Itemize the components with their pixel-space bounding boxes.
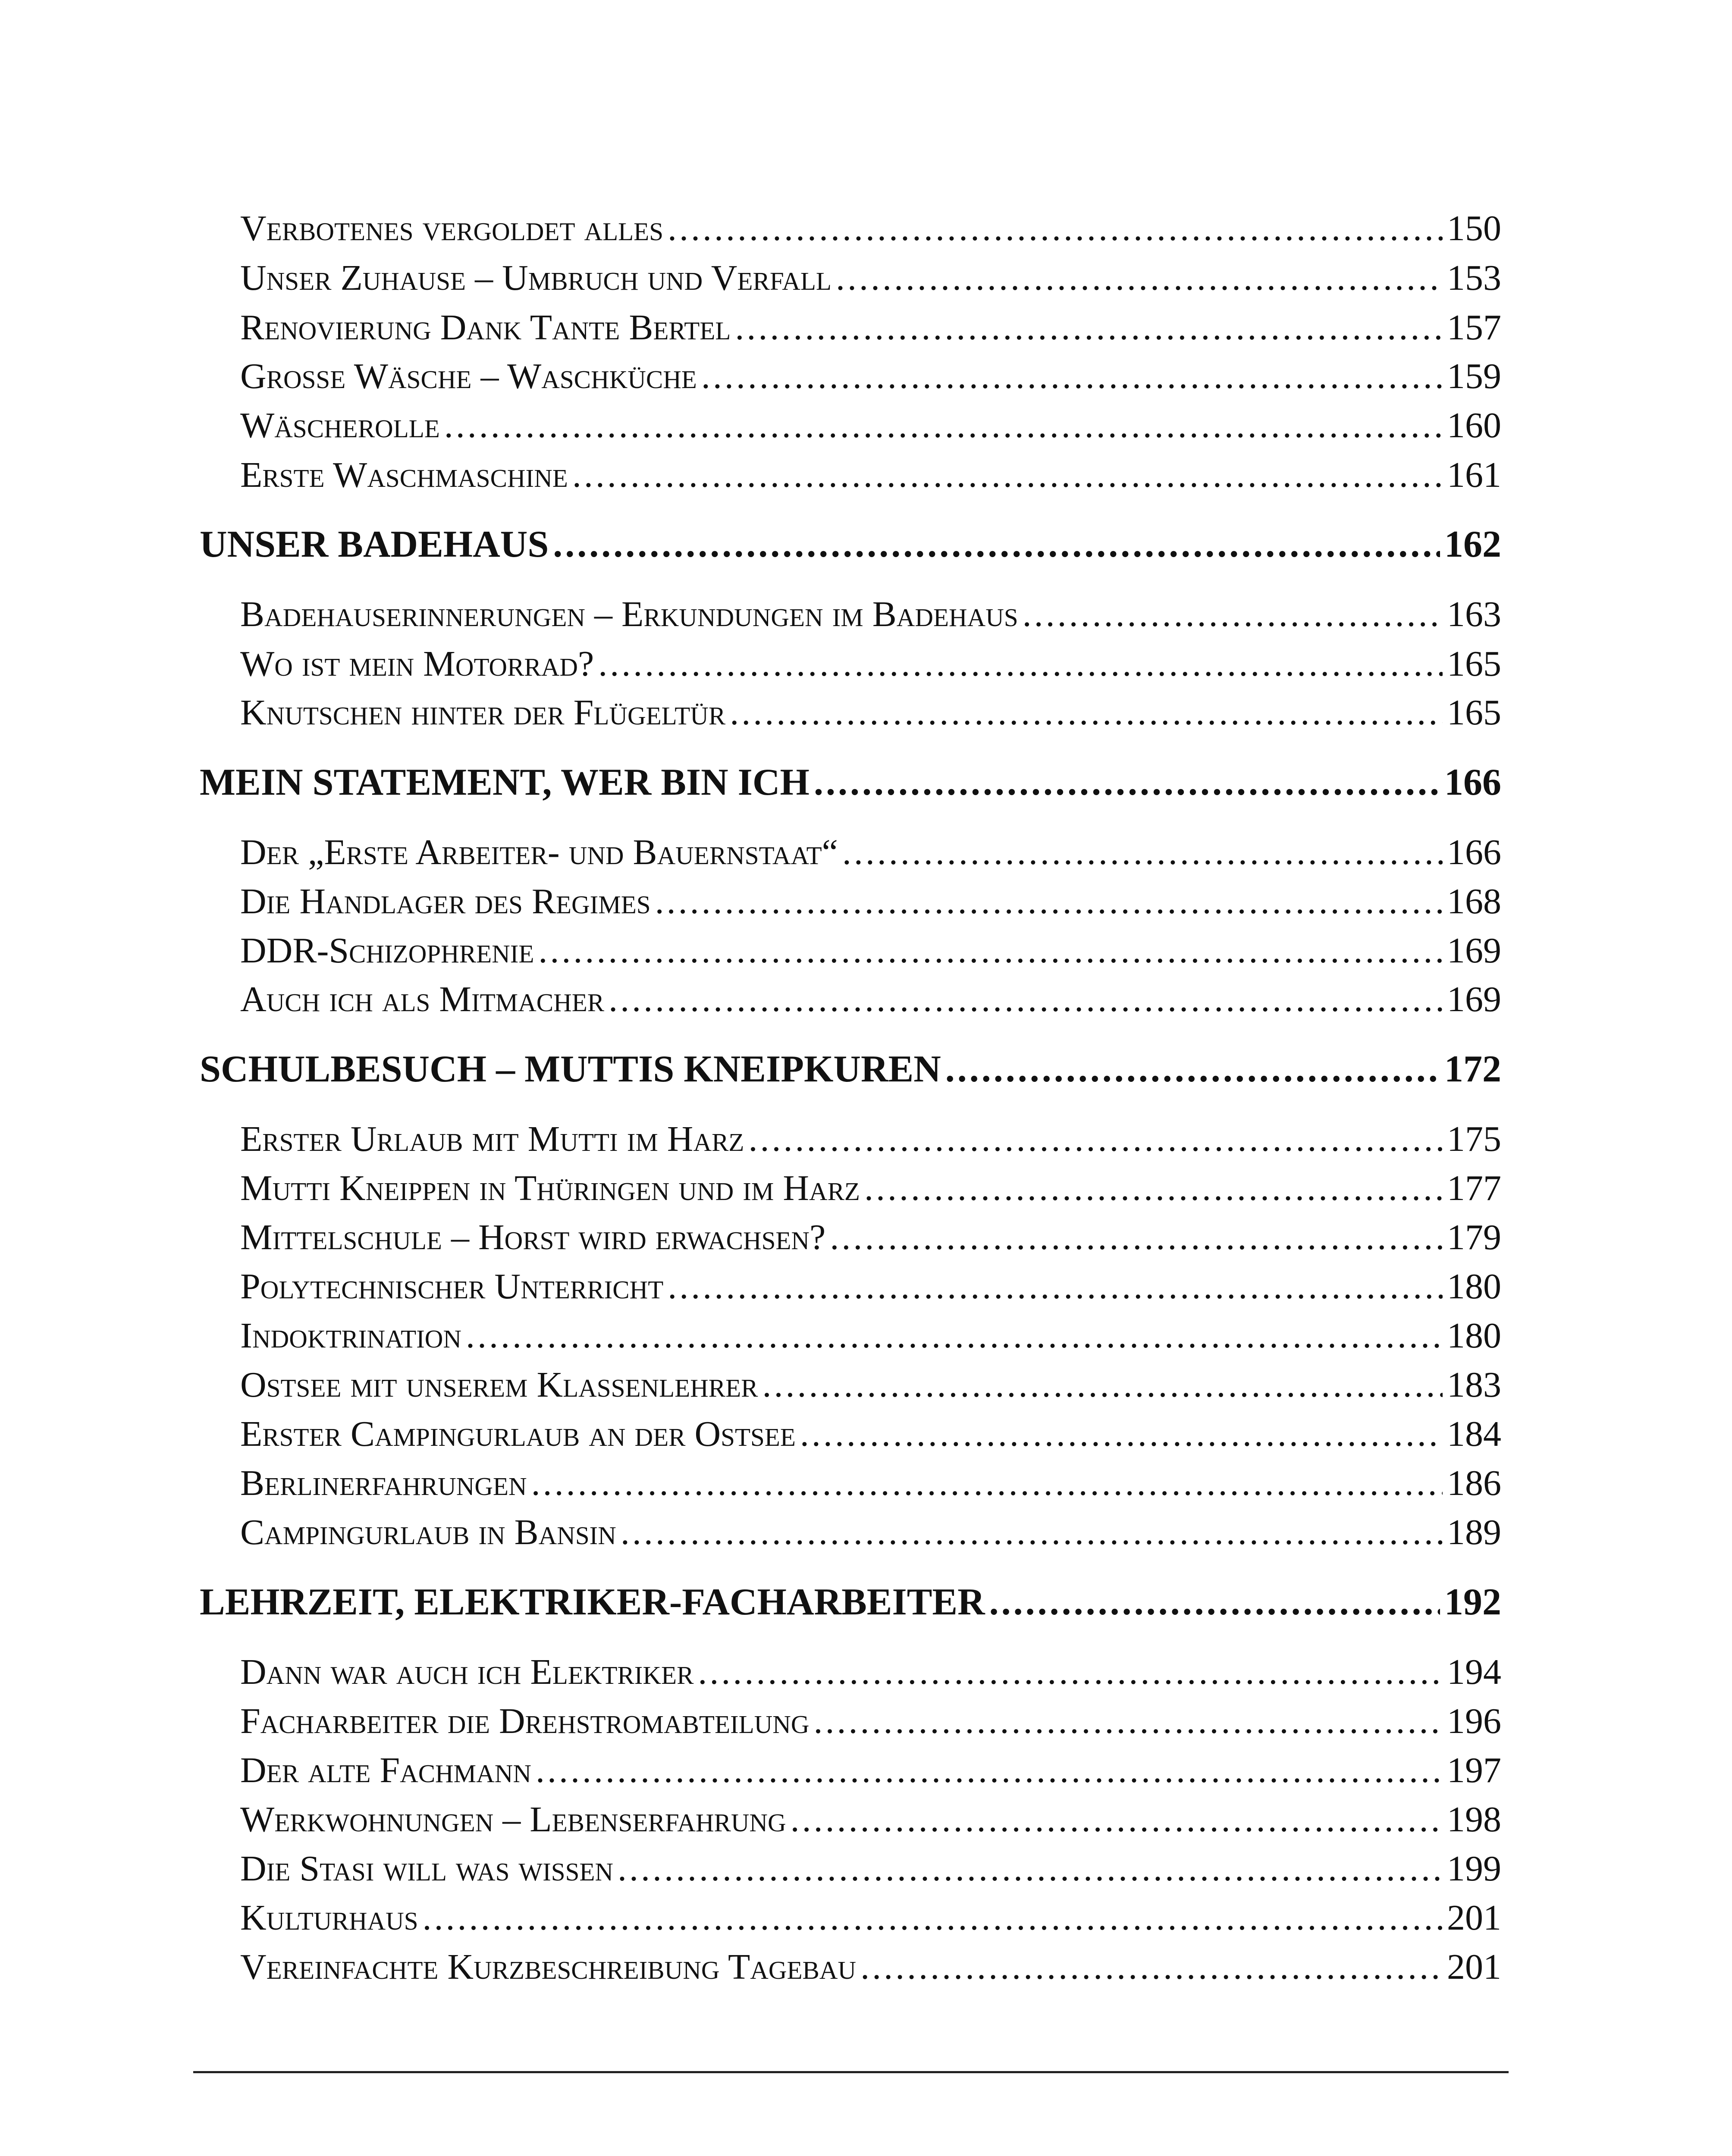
- dot-leader: [668, 205, 1443, 252]
- toc-entry: [240, 927, 1501, 975]
- toc-entry-title: Unser Zuhause – Umbruch und Verfall: [240, 258, 831, 298]
- toc-entry: [240, 976, 1501, 1023]
- toc-entry-page: 175: [1447, 1119, 1501, 1159]
- toc-entry-title: DDR-Schizophrenie: [240, 931, 534, 971]
- toc-entry-page: 159: [1447, 356, 1501, 396]
- toc-entry-page: 194: [1447, 1652, 1501, 1692]
- toc-entry-page: 198: [1447, 1799, 1501, 1839]
- dot-leader: [609, 976, 1443, 1023]
- toc-chapter: [200, 758, 1501, 807]
- toc-entry-title: Renovierung Dank Tante Bertel: [240, 307, 731, 348]
- toc-entry-title: Werkwohnungen – Lebenserfahrung: [240, 1799, 786, 1839]
- dot-leader: [598, 640, 1443, 688]
- dot-leader: [791, 1796, 1443, 1843]
- toc-entry-title: Verbotenes vergoldet alles: [240, 208, 664, 248]
- dot-leader: [572, 451, 1443, 499]
- toc-entry: [240, 205, 1501, 252]
- toc-entry-page: 169: [1447, 931, 1501, 971]
- toc-entry-title: Die Handlager des Regimes: [240, 881, 651, 921]
- toc-entry-title: Mittelschule – Horst wird erwachsen?: [240, 1217, 826, 1257]
- toc-entry: [240, 1894, 1501, 1942]
- dot-leader: [538, 927, 1443, 975]
- toc-entry-page: 160: [1447, 405, 1501, 445]
- toc-entry-page: 161: [1447, 455, 1501, 495]
- toc-entry-title: Wo ist mein Motorrad?: [240, 644, 594, 684]
- toc-entry-page: 179: [1447, 1217, 1501, 1257]
- toc-entry-title: Erster Campingurlaub an der Ostsee: [240, 1414, 796, 1454]
- dot-leader: [989, 1577, 1440, 1627]
- toc-entry: [240, 1165, 1501, 1212]
- toc-entry-page: 201: [1447, 1947, 1501, 1987]
- toc-entry-page: 150: [1447, 208, 1501, 248]
- toc-chapter: [200, 1044, 1501, 1094]
- toc-entry: [240, 878, 1501, 925]
- toc-entry-title: Mutti Kneippen in Thüringen und im Harz: [240, 1168, 860, 1208]
- toc-entry-title: Erste Waschmaschine: [240, 455, 568, 495]
- dot-leader: [466, 1312, 1443, 1360]
- toc-entry: [240, 1796, 1501, 1843]
- toc-entry: [240, 254, 1501, 302]
- dot-leader: [800, 1410, 1443, 1458]
- dot-leader: [444, 402, 1443, 449]
- dot-leader: [698, 1648, 1443, 1696]
- toc-chapter-title: LEHRZEIT, ELEKTRIKER-FACHARBEITER: [200, 1581, 985, 1623]
- toc-entry: [240, 451, 1501, 499]
- dot-leader: [860, 1943, 1443, 1991]
- toc-entry-title: Berlinerfahrungen: [240, 1463, 527, 1503]
- toc-entry-page: 186: [1447, 1463, 1501, 1503]
- dot-leader: [864, 1165, 1443, 1212]
- toc-entry-title: Ostsee mit unserem Klassenlehrer: [240, 1365, 758, 1405]
- dot-leader: [836, 254, 1443, 302]
- toc-entry-title: Auch ich als Mitmacher: [240, 979, 605, 1019]
- toc-chapter-title: MEIN STATEMENT, WER BIN ICH: [200, 761, 810, 803]
- dot-leader: [531, 1460, 1443, 1507]
- toc-entry-title: Kulturhaus: [240, 1898, 418, 1938]
- toc-entry-page: 165: [1447, 644, 1501, 684]
- dot-leader: [814, 758, 1440, 807]
- toc-chapter-title: SCHULBESUCH – MUTTIS KNEIPKUREN: [200, 1048, 941, 1090]
- toc-entry-title: Wäscherolle: [240, 405, 440, 445]
- toc-entry: [240, 1698, 1501, 1745]
- toc-entry: [240, 1648, 1501, 1696]
- toc-entry-page: 183: [1447, 1365, 1501, 1405]
- toc-entry-title: Erster Urlaub mit Mutti im Harz: [240, 1119, 744, 1159]
- toc-entry-title: Dann war auch ich Elektriker: [240, 1652, 694, 1692]
- toc-entry: [240, 591, 1501, 638]
- toc-entry: [240, 304, 1501, 351]
- toc-entry: [240, 1263, 1501, 1310]
- toc-chapter-page: 162: [1444, 523, 1501, 565]
- toc-entry: [240, 1361, 1501, 1409]
- toc-entry-page: 197: [1447, 1750, 1501, 1790]
- toc-entry-page: 153: [1447, 258, 1501, 298]
- dot-leader: [668, 1263, 1443, 1310]
- dot-leader: [1023, 591, 1443, 638]
- dot-leader: [830, 1214, 1443, 1261]
- toc-entry-page: 177: [1447, 1168, 1501, 1208]
- toc-entry-page: 163: [1447, 594, 1501, 634]
- toc-entry: [240, 1509, 1501, 1556]
- dot-leader: [748, 1116, 1443, 1163]
- toc-entry-page: 165: [1447, 693, 1501, 733]
- toc-entry-page: 166: [1447, 832, 1501, 872]
- toc-entry-page: 184: [1447, 1414, 1501, 1454]
- toc-chapter: [200, 1577, 1501, 1627]
- toc-entry-page: 180: [1447, 1266, 1501, 1307]
- dot-leader: [842, 829, 1443, 876]
- toc-entry-title: Vereinfachte Kurzbeschreibung Tagebau: [240, 1947, 857, 1987]
- dot-leader: [618, 1845, 1443, 1893]
- toc-entry-page: 199: [1447, 1849, 1501, 1889]
- toc-entry-title: Facharbeiter die Drehstromabteilung: [240, 1701, 810, 1741]
- toc-entry: [240, 829, 1501, 876]
- toc-entry: [240, 640, 1501, 688]
- toc-entry-title: Der „Erste Arbeiter- und Bauernstaat“: [240, 832, 838, 872]
- toc-chapter-page: 172: [1444, 1048, 1501, 1090]
- toc-entry-title: Campingurlaub in Bansin: [240, 1512, 616, 1552]
- toc-entry: [240, 1214, 1501, 1261]
- toc-entry-page: 180: [1447, 1316, 1501, 1356]
- toc-entry: [240, 353, 1501, 400]
- dot-leader: [701, 353, 1443, 400]
- dot-leader: [423, 1894, 1443, 1942]
- toc-chapter: [200, 520, 1501, 569]
- toc-chapter-title: UNSER BADEHAUS: [200, 523, 549, 565]
- toc-entry-title: Der alte Fachmann: [240, 1750, 531, 1790]
- dot-leader: [553, 520, 1440, 569]
- toc-entry-page: 196: [1447, 1701, 1501, 1741]
- footer-rule: [193, 2071, 1509, 2073]
- toc-entry-page: 189: [1447, 1512, 1501, 1552]
- toc-chapter-page: 166: [1444, 761, 1501, 803]
- toc-entry-page: 169: [1447, 979, 1501, 1019]
- toc-entry-title: Indoktrination: [240, 1316, 462, 1356]
- toc-entry: [240, 1460, 1501, 1507]
- toc-entry-title: Große Wäsche – Waschküche: [240, 356, 697, 396]
- dot-leader: [945, 1044, 1440, 1094]
- toc-entry: [240, 1116, 1501, 1163]
- toc-entry: [240, 1943, 1501, 1991]
- toc-entry-title: Polytechnischer Unterricht: [240, 1266, 664, 1307]
- toc-chapter-page: 192: [1444, 1581, 1501, 1623]
- dot-leader: [730, 689, 1443, 736]
- toc-entry: [240, 689, 1501, 736]
- toc-entry-page: 157: [1447, 307, 1501, 348]
- toc-entry-title: Badehauserinnerungen – Erkundungen im Badehaus: [240, 594, 1018, 634]
- toc-entry-title: Knutschen hinter der Flügeltür: [240, 693, 726, 733]
- dot-leader: [621, 1509, 1443, 1556]
- dot-leader: [536, 1747, 1443, 1794]
- dot-leader: [762, 1361, 1443, 1409]
- dot-leader: [735, 304, 1443, 351]
- toc-entry-page: 168: [1447, 881, 1501, 921]
- dot-leader: [814, 1698, 1443, 1745]
- toc-entry: [240, 1312, 1501, 1360]
- toc-entry: [240, 1410, 1501, 1458]
- toc-entry: [240, 1845, 1501, 1893]
- toc-entry-page: 201: [1447, 1898, 1501, 1938]
- toc-entry-title: Die Stasi will was wissen: [240, 1849, 614, 1889]
- toc-entry: [240, 1747, 1501, 1794]
- dot-leader: [655, 878, 1443, 925]
- toc-entry: [240, 402, 1501, 449]
